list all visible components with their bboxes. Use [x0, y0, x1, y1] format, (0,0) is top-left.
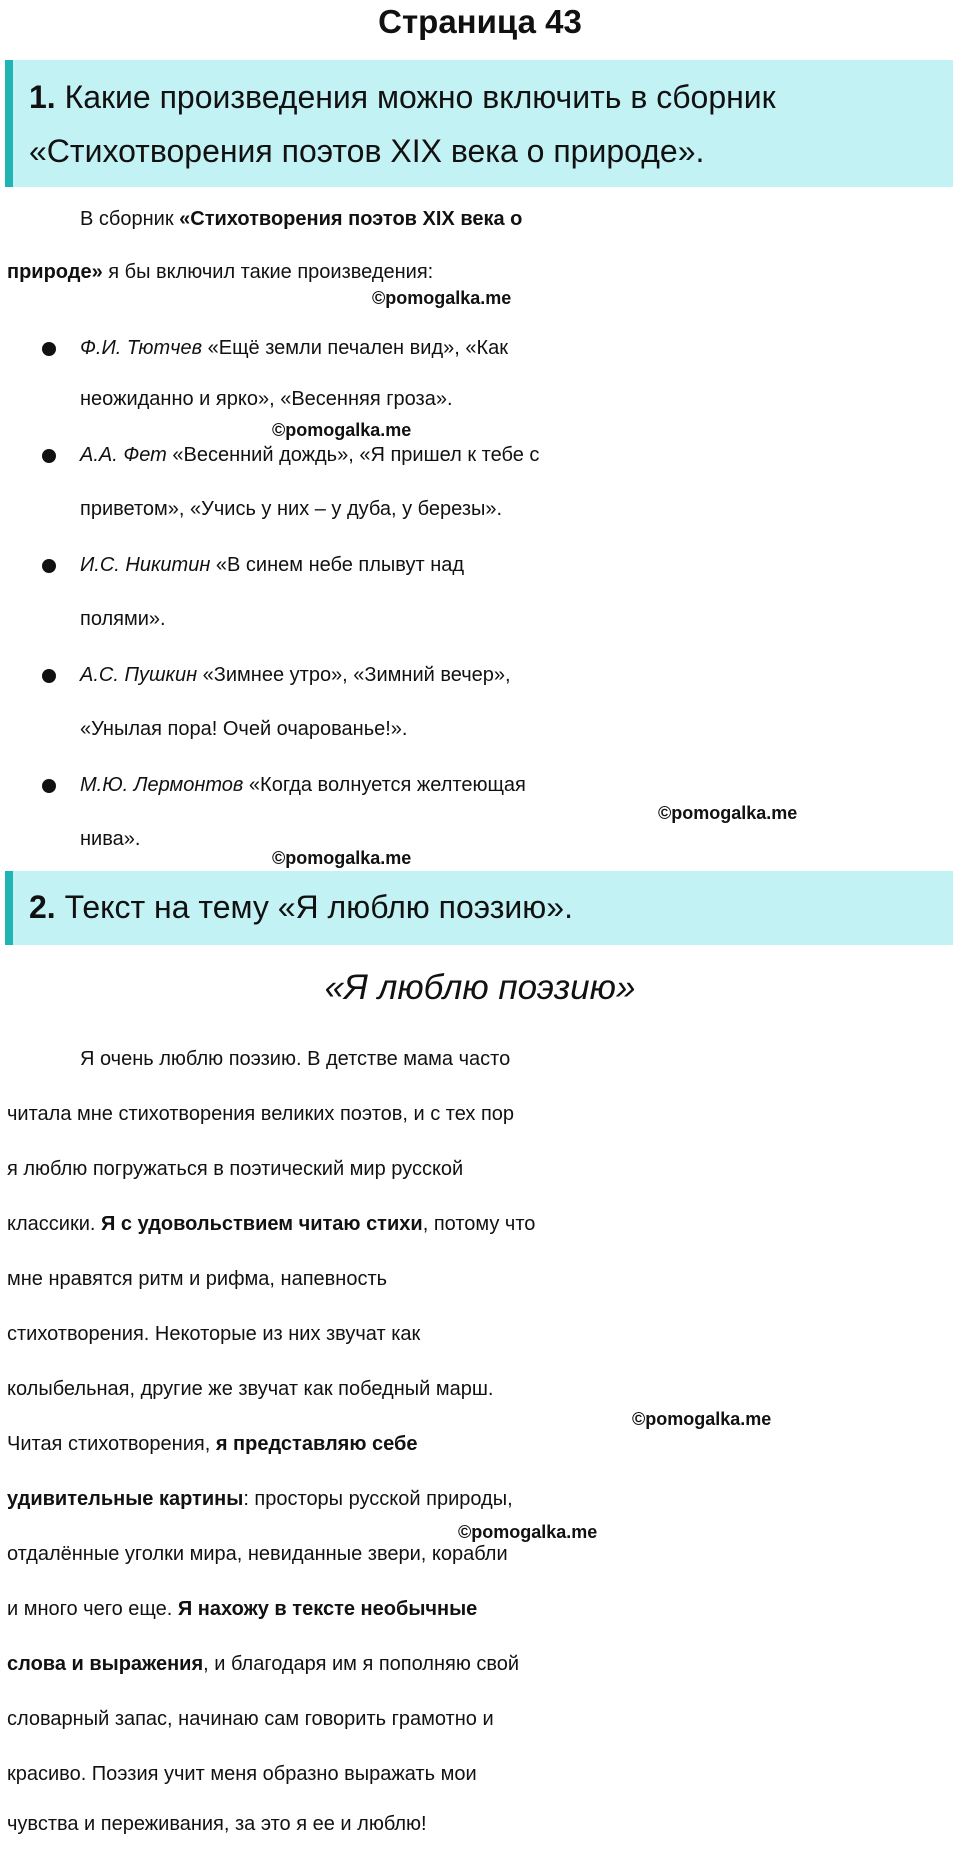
essay-line: Я очень люблю поэзию. В детстве мама часто	[80, 1048, 511, 1070]
watermark: ©pomogalka.me	[272, 848, 412, 868]
essay-bold: я представляю себе	[215, 1433, 418, 1455]
watermark: ©pomogalka.me	[272, 420, 412, 440]
essay-line: читала мне стихотворения великих поэтов, и с тех пор	[7, 1103, 515, 1125]
essay-line	[7, 1582, 955, 1637]
essay-text: и много чего еще.	[7, 1598, 178, 1620]
page-title: Страница 43	[378, 3, 582, 40]
essay-line: отдалённые уголки мира, невиданные звери, корабли	[7, 1543, 508, 1565]
answer-1-line-1	[7, 192, 955, 247]
bullet-icon	[42, 342, 56, 356]
essay-line: мне нравятся ритм и рифма, напевность	[7, 1268, 388, 1290]
essay-bold: Я нахожу в тексте необычные	[177, 1598, 478, 1620]
list-item-author: А.А. Фет	[80, 444, 167, 466]
essay-line	[7, 1197, 955, 1252]
bullet-icon	[42, 449, 56, 463]
bullet-icon	[42, 779, 56, 793]
task-2-number: 2.	[29, 889, 56, 925]
task-1-line-1: Какие произведения можно включить в сборник	[64, 79, 776, 115]
watermark: ©pomogalka.me	[458, 1522, 598, 1542]
essay-line: стихотворения. Некоторые из них звучат как	[7, 1323, 421, 1345]
essay-text: Читая стихотворения,	[7, 1433, 216, 1455]
list-item-text: «Весенний дождь», «Я пришел к тебе с	[166, 444, 540, 466]
essay-bold: удивительные картины	[7, 1488, 244, 1510]
list-item-continuation: нива».	[80, 828, 141, 850]
essay-bold: Я с удовольствием читаю стихи	[100, 1213, 423, 1235]
essay-line	[7, 1472, 955, 1527]
watermark: ©pomogalka.me	[658, 803, 798, 823]
bullet-icon	[42, 669, 56, 683]
list-item-continuation: полями».	[80, 608, 166, 630]
list-item-continuation: «Унылая пора! Очей очарованье!».	[80, 718, 408, 740]
essay-line: я люблю погружаться в поэтический мир русской	[7, 1158, 464, 1180]
task-1-box	[5, 60, 953, 187]
answer-1-bold: «Стихотворения поэтов XIX века о	[179, 208, 523, 230]
essay-line: красиво. Поэзия учит меня образно выражать мои	[7, 1763, 477, 1785]
essay-line	[7, 1637, 955, 1692]
watermark: ©pomogalka.me	[632, 1409, 772, 1429]
answer-1-bold-2: природе»	[7, 261, 103, 283]
task-1-number: 1.	[29, 79, 56, 115]
list-item	[80, 321, 955, 376]
list-item	[80, 428, 955, 483]
essay-line	[7, 1417, 955, 1472]
list-item	[80, 648, 955, 703]
task-1-line-2: «Стихотворения поэтов XIX века о природе».	[29, 133, 705, 169]
list-item-author: Ф.И. Тютчев	[80, 337, 203, 359]
list-item-text: «В синем небе плывут над	[210, 554, 465, 576]
bullet-icon	[42, 559, 56, 573]
list-item-author: А.С. Пушкин	[80, 664, 198, 686]
list-item-continuation: приветом», «Учись у них – у дуба, у березы».	[80, 498, 503, 520]
answer-1-text: В сборник	[80, 208, 180, 230]
essay-line: словарный запас, начинаю сам говорить грамотно и	[7, 1708, 494, 1730]
list-item-author: И.С. Никитин	[80, 554, 211, 576]
list-item-text: «Когда волнуется желтеющая	[243, 774, 526, 796]
essay-bold: слова и выражения	[7, 1653, 204, 1675]
list-item	[80, 538, 955, 593]
essay-line: колыбельная, другие же звучат как победный марш.	[7, 1378, 494, 1400]
essay-text: , потому что	[422, 1213, 536, 1235]
watermark: ©pomogalka.me	[372, 288, 512, 308]
essay-text: : просторы русской природы,	[243, 1488, 513, 1510]
essay-text: , и благодаря им я пополняю свой	[203, 1653, 520, 1675]
task-2-box	[5, 871, 953, 945]
list-item-continuation: неожиданно и ярко», «Весенняя гроза».	[80, 388, 453, 410]
list-item-text: «Ещё земли печален вид», «Как	[202, 337, 508, 359]
list-item-text: «Зимнее утро», «Зимний вечер»,	[197, 664, 511, 686]
essay-line: чувства и переживания, за это я ее и люблю!	[7, 1813, 427, 1835]
task-2-text: Текст на тему «Я люблю поэзию».	[64, 889, 573, 925]
essay-text: классики.	[7, 1213, 101, 1235]
answer-1-text-2: я бы включил такие произведения:	[102, 261, 434, 283]
essay-title: «Я люблю поэзию»	[324, 968, 636, 1007]
list-item	[80, 758, 955, 813]
list-item-author: М.Ю. Лермонтов	[80, 774, 244, 796]
